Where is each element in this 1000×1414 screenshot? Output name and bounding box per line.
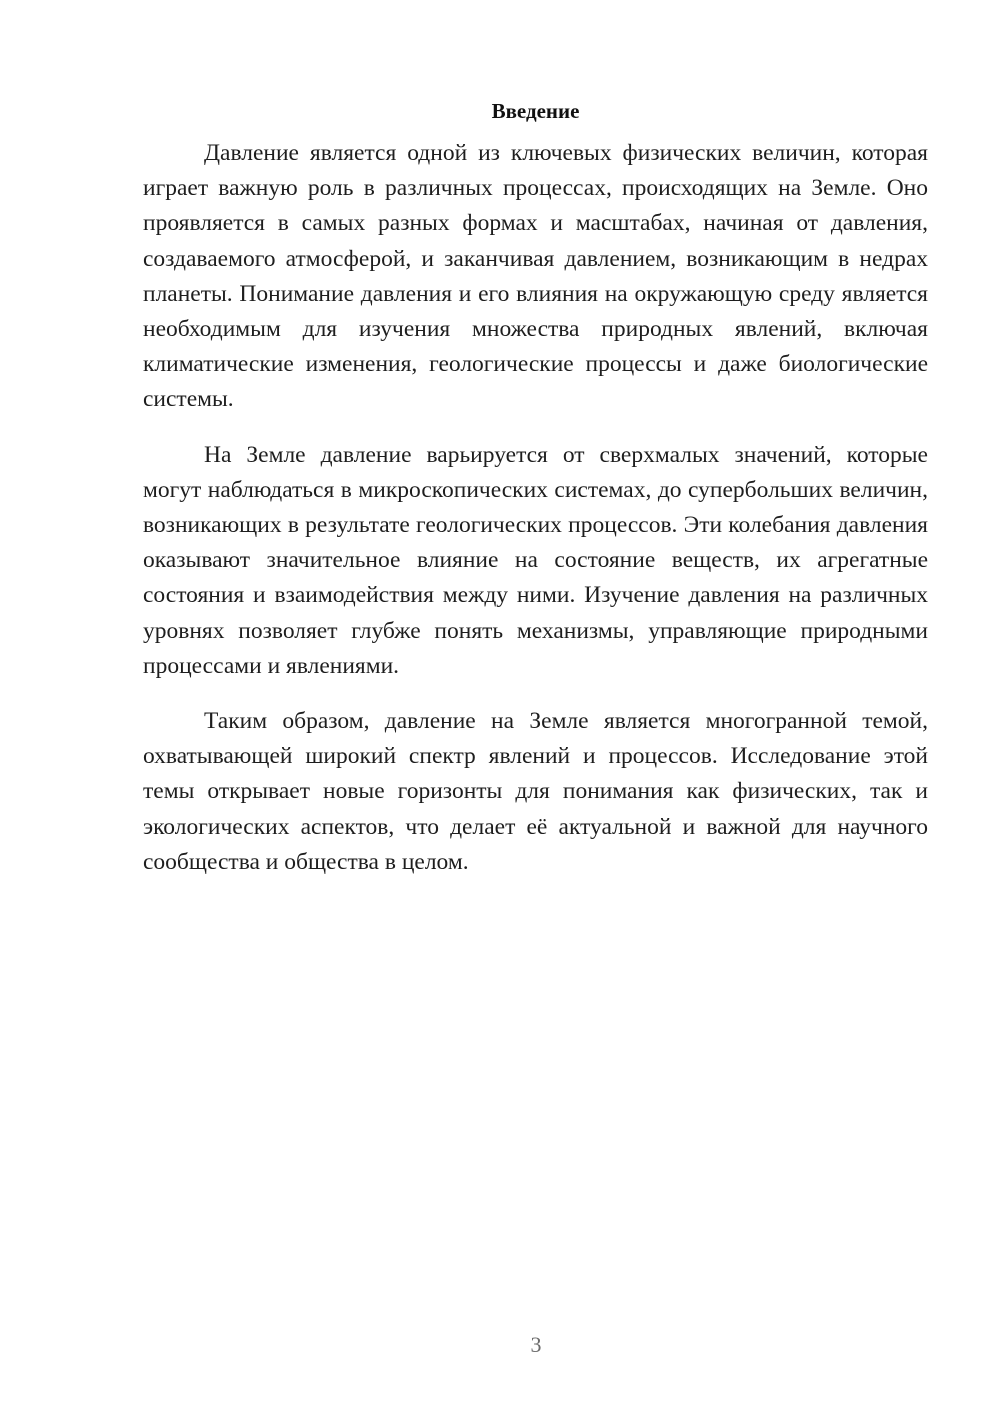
paragraph-3: Таким образом, давление на Земле является многогранной темой, охватывающей широкий спектр явлений и процессов. Исследование этой темы открывает новые горизонты для понимания как физических, так и экологических аспектов, что делает её актуальной и важной для научного сообщества и общества в целом. <box>143 708 928 875</box>
paragraph-2: На Земле давление варьируется от сверхмалых значений, которые могут наблюдаться в микроскопических системах, до супербольших величин, возникающих в результате геологических процессов. Эти колебания давления оказывают значительное влияние на состояние веществ, их агрегатные состояния и взаимодействия между ними. Изучение давления на различных уровнях позволяет глубже понять механизмы, управляющие природными процессами и явлениями. <box>143 441 928 679</box>
page-content <box>143 94 928 900</box>
page-number: 3 <box>530 1332 542 1357</box>
paragraph-1: Давление является одной из ключевых физических величин, которая играет важную роль в различных процессах, происходящих на Земле. Оно проявляется в самых разных формах и масштабах, начиная от давления, создаваемого атмосферой, и заканчивая давлением, возникающим в недрах планеты. Понимание давления и его влияния на окружающую среду является необходимым для изучения множества природных явлений, включая климатические изменения, геологические процессы и даже биологические системы. <box>143 140 928 413</box>
section-title: Введение <box>491 99 580 123</box>
